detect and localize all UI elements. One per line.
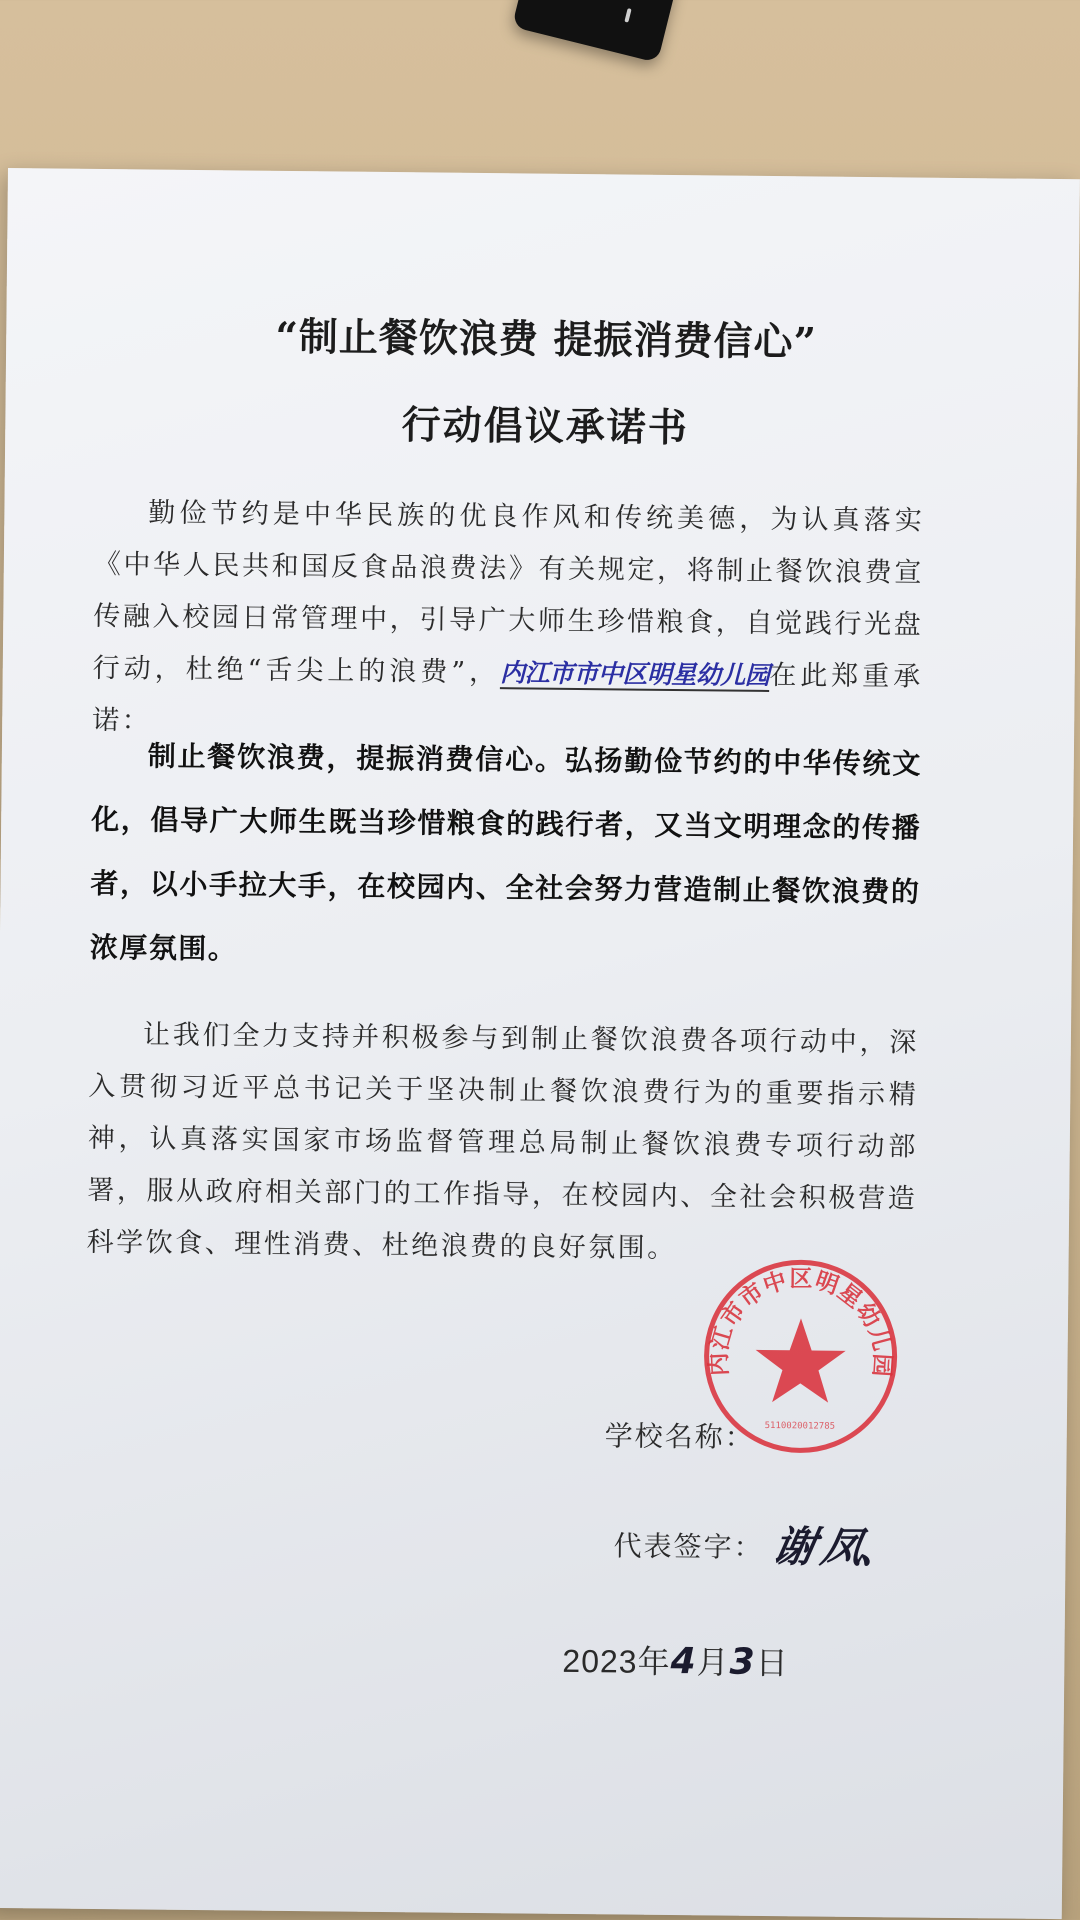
handwritten-signature: 谢 凤、 xyxy=(768,1522,903,1573)
paragraph-intro-suffix: 在此郑重承诺： xyxy=(92,660,923,737)
document-paper xyxy=(0,168,1080,1919)
date-day-char: 日 xyxy=(755,1644,789,1682)
date-year-char: 年 xyxy=(637,1643,671,1681)
paragraph-intro xyxy=(92,487,925,756)
date-day: 3 xyxy=(729,1641,756,1683)
phone-on-desk xyxy=(512,0,678,63)
school-name-label: 学校名称： xyxy=(604,1419,755,1454)
paragraph-call-to-action: 让我们全力支持并积极参与到制止餐饮浪费各项行动中，深入贯彻习近平总书记关于坚决制止餐饮浪费行为的重要指示精神，认真落实国家市场监督管理总局制止餐饮浪费专项行动部署，服从政府相关部门的工作指导，在校园内、全社会积极营造科学饮食、理性消费、杜绝浪费的良好氛围。 xyxy=(86,1019,920,1265)
document-title: “制止餐饮浪费 提振消费信心” xyxy=(275,313,818,366)
document-subtitle: 行动倡议承诺书 xyxy=(401,402,690,452)
seal-star xyxy=(755,1318,846,1403)
handwritten-school-name: 内江市市中区明星幼儿园 xyxy=(499,658,770,690)
seal-text: 内江市市中区明星幼儿园 xyxy=(706,1266,896,1379)
signature-label: 代表签字： xyxy=(613,1529,764,1564)
date-year: 2023 xyxy=(562,1642,638,1680)
seal-number: 5110020012785 xyxy=(764,1420,836,1432)
date-month-char: 月 xyxy=(696,1644,730,1681)
paragraph-commitment: 制止餐饮浪费，提振消费信心。弘扬勤俭节约的中华传统文化，倡导广大师生既当珍惜粮食的践行者，又当文明理念的传播者，以小手拉大手，在校园内、全社会努力营造制止餐饮浪费的浓厚氛围。 xyxy=(89,739,922,966)
date-line xyxy=(562,1636,789,1684)
paragraph-intro-text: 勤俭节约是中华民族的优良作风和传统美德，为认真落实《中华人民共和国反食品浪费法》有关规定，将制止餐饮浪费宣传融入校园日常管理中，引导广大师生珍惜粮食，自觉践行光盘行动，杜绝“舌尖上的浪费”， xyxy=(92,497,925,689)
phone-button xyxy=(624,8,631,23)
date-month: 4 xyxy=(670,1641,697,1683)
